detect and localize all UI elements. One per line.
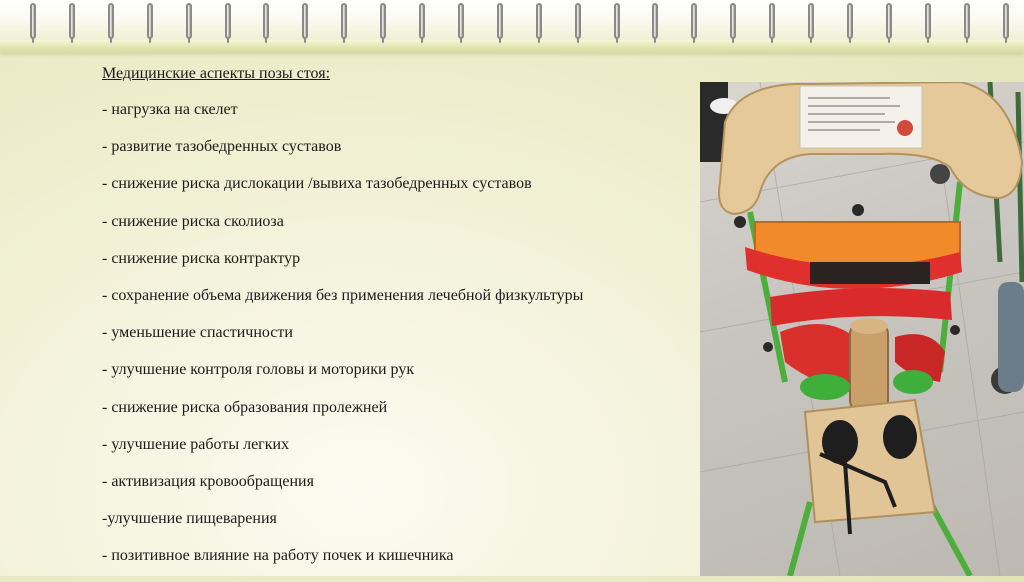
binding-ring [147, 3, 153, 39]
list-item: - снижение риска дислокации /вывиха тазобедренных суставов [102, 175, 532, 193]
list-item: - снижение риска сколиоза [102, 212, 284, 230]
list-item: - улучшение контроля головы и моторики рук [102, 361, 415, 379]
list-item: - снижение риска контрактур [102, 249, 301, 267]
binding-ring [225, 3, 231, 39]
list-item: - позитивное влияние на работу почек и кишечника [102, 547, 454, 565]
binding-ring [108, 3, 114, 39]
binding-ring [886, 3, 892, 39]
binding-ring [497, 3, 503, 39]
binding-ring [575, 3, 581, 39]
binding-ring [730, 3, 736, 39]
standing-frame-photo [700, 82, 1024, 576]
binding-ring [964, 3, 970, 39]
notebook-top-band [0, 0, 1024, 42]
list-item: - снижение риска образования пролежней [102, 398, 388, 416]
binding-ring [69, 3, 75, 39]
aspects-list [102, 99, 692, 567]
binding-ring [458, 3, 464, 39]
binding-ring [263, 3, 269, 39]
binding-ring [847, 3, 853, 39]
binding-ring [186, 3, 192, 39]
binding-ring [769, 3, 775, 39]
binding-ring [614, 3, 620, 39]
binding-ring [536, 3, 542, 39]
standing-frame-illustration [700, 82, 1024, 576]
list-item: - уменьшение спастичности [102, 324, 293, 342]
binding-ring [808, 3, 814, 39]
binding-ring [30, 3, 36, 39]
slide-heading: Медицинские аспекты позы стоя: [102, 65, 331, 82]
binding-ring [419, 3, 425, 39]
list-item: - нагрузка на скелет [102, 101, 238, 118]
binding-ring [302, 3, 308, 39]
list-item: -улучшение пищеварения [102, 510, 277, 528]
binding-ring [380, 3, 386, 39]
list-item: - улучшение работы легких [102, 435, 290, 453]
binding-ring [925, 3, 931, 39]
list-item: - сохранение объема движения без применения лечебной физкультуры [102, 286, 584, 304]
binding-ring [652, 3, 658, 39]
binding-ring [691, 3, 697, 39]
list-item: - развитие тазобедренных суставов [102, 138, 342, 156]
slide-content [102, 63, 692, 582]
binding-ring [1003, 3, 1009, 39]
list-item: - активизация кровообращения [102, 472, 314, 490]
binding-ring [341, 3, 347, 39]
header-green-strip [0, 40, 1024, 53]
